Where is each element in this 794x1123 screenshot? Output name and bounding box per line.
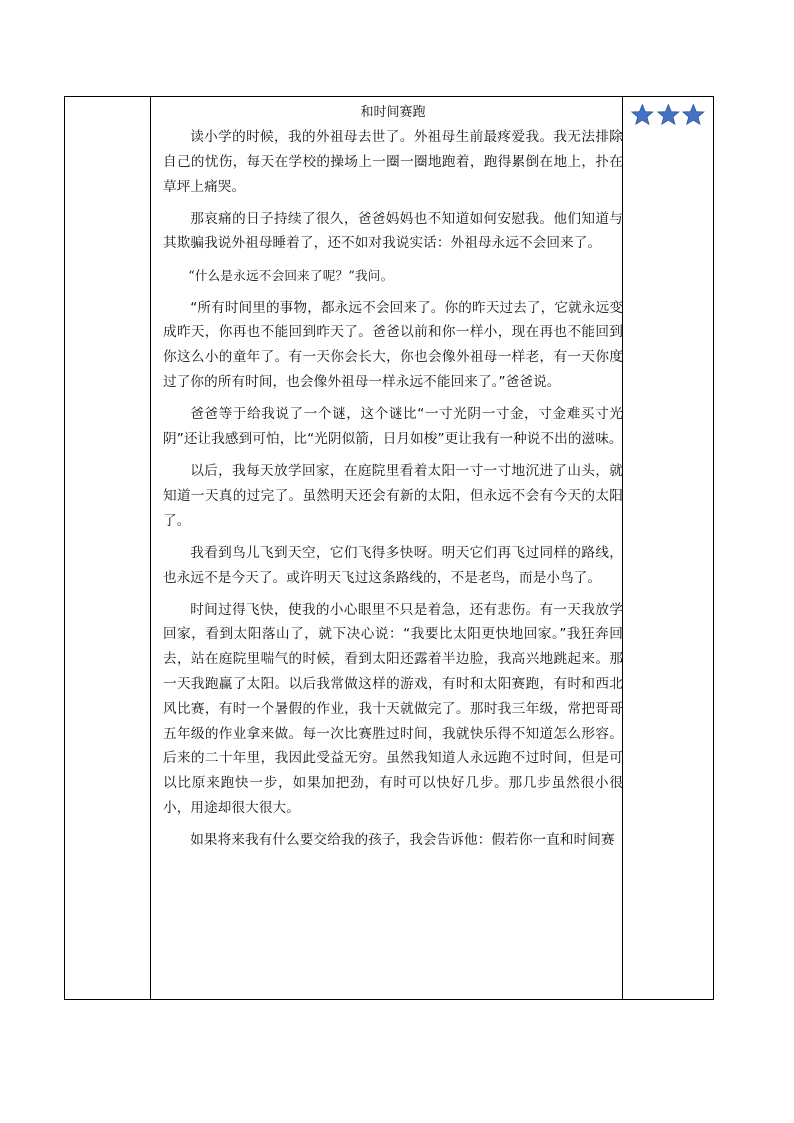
passage-title: 和时间赛跑 bbox=[360, 105, 426, 120]
paragraph-6: 以后，我每天放学回家，在庭院里看着太阳一寸一寸地沉进了山头，就知道一天真的过完了。虽然明天还会有新的太阳，但永远不会有今天的太阳了。 bbox=[163, 463, 623, 529]
paragraph-8: 时间过得飞快，使我的小心眼里不只是着急，还有悲伤。有一天我放学回家，看到太阳落山了，就下决心说：“我要比太阳更快地回家。”我狂奔回去，站在庭院里喘气的时候，看到太阳还露着半边脸，我高兴地跳起来。那一天我跑赢了太阳。以后我常做这样的游戏，有时和太阳赛跑，有时和西北风比赛，有时一个暑假的作业，我十天就做完了。那时我三年级，常把哥哥五年级的作业拿来做。每一次比赛胜过时间，我就快乐得不知道怎么形容。后来的二十年里，我因此受益无穷。虽然我知道人永远跑不过时间，但是可以比原来跑快一步，如果加把劲，有时可以快好几步。那几步虽然很小很小，用途却很大很大。 bbox=[163, 601, 623, 816]
paragraph-9: 如果将来我有什么要交给我的孩子，我会告诉他：假若你一直和时间赛 bbox=[190, 832, 615, 849]
paragraph-1: 读小学的时候，我的外祖母去世了。外祖母生前最疼爱我。我无法排除自己的忧伤，每天在学校的操场上一圈一圈地跑着，跑得累倒在地上，扑在草坪上痛哭。 bbox=[163, 129, 623, 195]
reading-passage bbox=[163, 97, 623, 860]
column-divider-left bbox=[150, 97, 151, 999]
paragraph-2: 那哀痛的日子持续了很久，爸爸妈妈也不知道如何安慰我。他们知道与其欺骗我说外祖母睡着了，还不如对我说实话：外祖母永远不会回来了。 bbox=[163, 210, 623, 252]
star-icon bbox=[681, 103, 706, 127]
paragraph-7: 我看到鸟儿飞到天空，它们飞得多快呀。明天它们再飞过同样的路线，也永远不是今天了。或许明天飞过这条路线的，不是老鸟，而是小鸟了。 bbox=[163, 544, 623, 586]
star-icon bbox=[630, 103, 655, 127]
paragraph-3: “什么是永远不会回来了呢？”我问。 bbox=[188, 267, 394, 283]
paragraph-5: 爸爸等于给我说了一个谜，这个谜比“一寸光阴一寸金，寸金难买寸光阴”还让我感到可怕，比“光阴似箭，日月如梭”更让我有一种说不出的滋味。 bbox=[163, 406, 623, 447]
difficulty-rating bbox=[630, 103, 706, 129]
star-icon bbox=[656, 103, 681, 127]
paragraph-4: “所有时间里的事物，都永远不会回来了。你的昨天过去了，它就永远变成昨天，你再也不能回到昨天了。爸爸以前和你一样小，现在再也不能回到你这么小的童年了。有一天你会长大，你也会像外祖母一样老，有一天你度过了你的所有时间，也会像外祖母一样永远不能回来了。”爸爸说。 bbox=[163, 299, 623, 391]
lesson-table bbox=[64, 96, 714, 1000]
